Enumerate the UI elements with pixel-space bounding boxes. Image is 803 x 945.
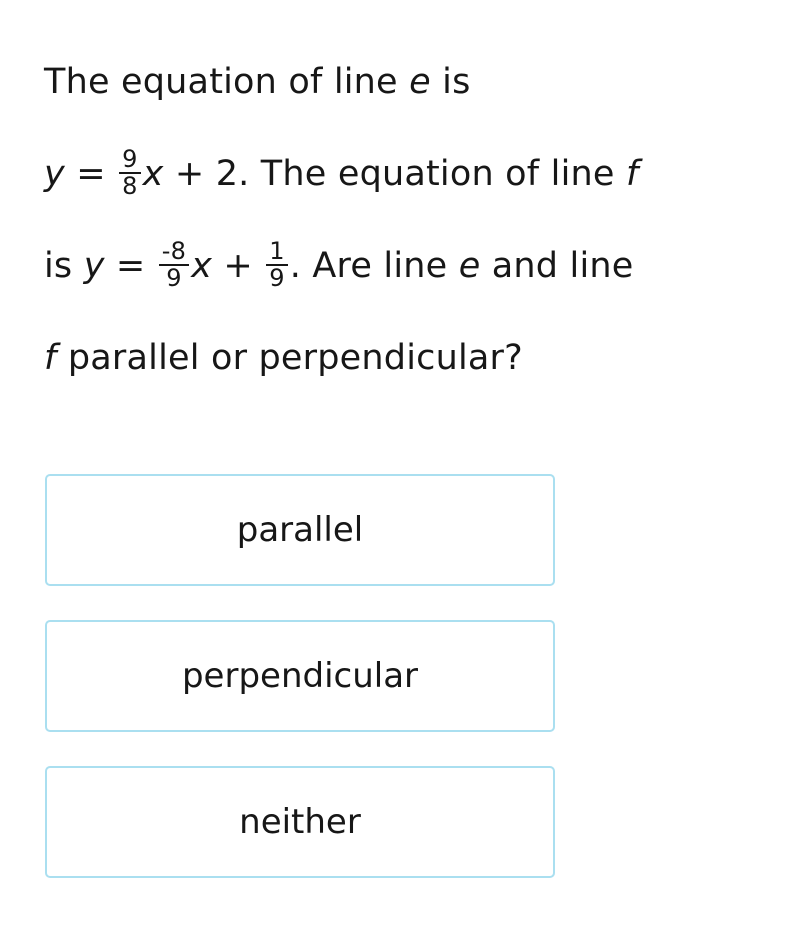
question-line1-pre: The equation of line	[44, 62, 410, 102]
answer-option-parallel[interactable]	[45, 474, 555, 586]
answer-option-label: parallel	[236, 510, 364, 550]
question-line3-is: is	[44, 246, 84, 286]
line-label-f-2: f	[44, 338, 57, 378]
question-line4-post: parallel or perpendicular?	[56, 338, 523, 378]
fraction-one-ninth	[266, 236, 287, 292]
equation1-y: y	[44, 154, 65, 194]
equation1-intercept: + 2. The equation of line	[163, 154, 626, 194]
line-label-f: f	[625, 154, 639, 194]
fraction-numerator: ‑8	[161, 236, 187, 265]
question-line3-post: . Are line	[289, 246, 459, 286]
fraction-numerator: 9	[122, 144, 138, 173]
equation2-y: y	[83, 246, 105, 286]
equation1-equals: =	[64, 154, 118, 194]
equation2-equals: =	[104, 246, 157, 286]
equation1-x: x	[142, 154, 164, 194]
answer-options	[45, 474, 555, 878]
answer-option-label: neither	[239, 802, 361, 842]
line-label-e: e	[409, 62, 431, 102]
fraction-denominator: 8	[119, 172, 140, 199]
question-line3-and: and line	[480, 246, 634, 286]
line-label-e-2: e	[458, 246, 481, 286]
answer-option-perpendicular[interactable]	[45, 620, 555, 732]
answer-option-label: perpendicular	[181, 656, 419, 696]
question-text	[44, 36, 774, 404]
question-line1-post: is	[430, 62, 471, 102]
fraction-denominator: 9	[159, 264, 189, 291]
fraction-nine-eighths	[119, 144, 140, 200]
fraction-neg-eight-ninths	[159, 236, 189, 292]
equation2-x: x	[191, 246, 213, 286]
fraction-numerator: 1	[269, 236, 285, 265]
equation2-plus: +	[212, 246, 265, 286]
fraction-denominator: 9	[266, 264, 287, 291]
answer-option-neither[interactable]	[45, 766, 555, 878]
